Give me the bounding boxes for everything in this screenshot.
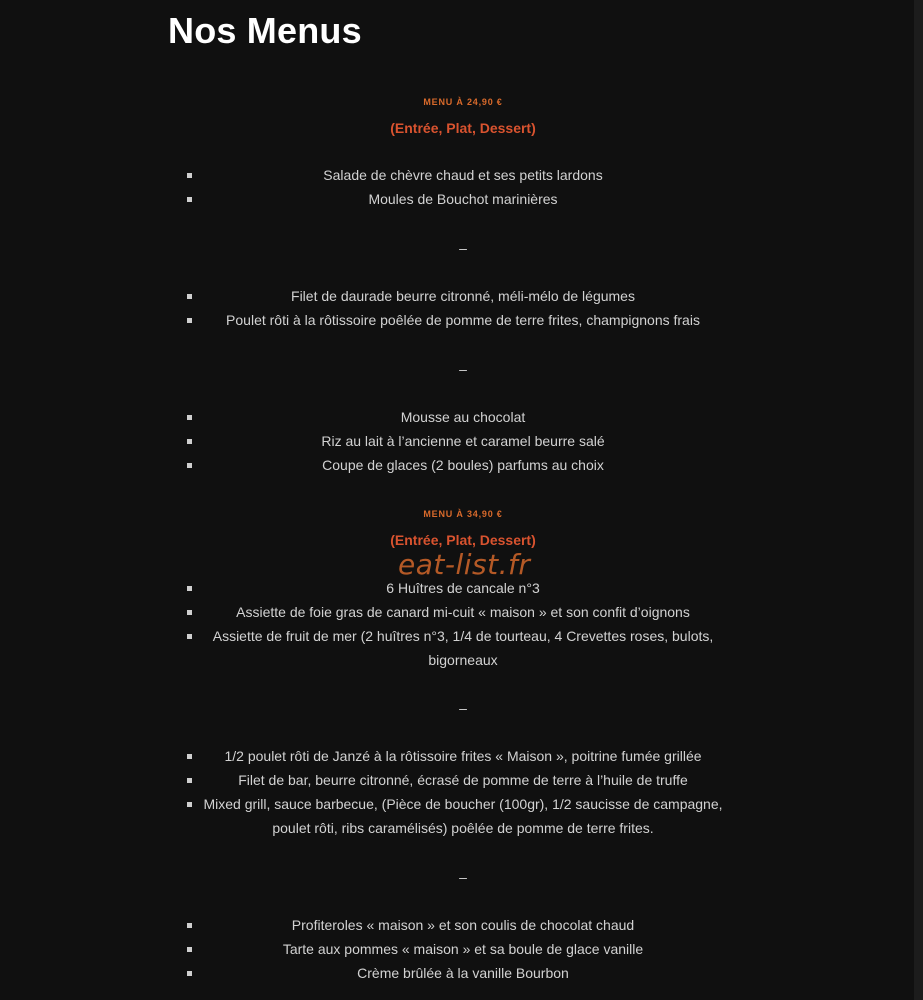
- list-item: [188, 453, 738, 477]
- watermark-logo: eat-list.fr: [398, 548, 531, 581]
- list-item: [188, 913, 738, 937]
- dish-label: Moules de Bouchot marinières: [368, 191, 558, 207]
- bullet-icon: [187, 778, 192, 783]
- menu-2-separator-1: –: [459, 700, 467, 716]
- menu-1-courses-label: (Entrée, Plat, Dessert): [390, 120, 536, 136]
- bullet-icon: [187, 294, 192, 299]
- dish-label: Assiette de foie gras de canard mi-cuit « maison » et son confit d’oignons: [236, 604, 690, 620]
- menu-2-name: MENU À 34,90 €: [423, 509, 503, 519]
- list-item: [188, 187, 738, 211]
- menu-2-entrees-list: [188, 576, 738, 672]
- bullet-icon: [187, 197, 192, 202]
- list-item: [188, 937, 738, 961]
- list-item: [188, 284, 738, 308]
- bullet-icon: [187, 754, 192, 759]
- list-item: [188, 405, 738, 429]
- list-item: [188, 961, 738, 985]
- list-item: [188, 600, 738, 624]
- bullet-icon: [187, 634, 192, 639]
- dish-label: Profiteroles « maison » et son coulis de chocolat chaud: [291, 917, 635, 933]
- list-item: [188, 768, 738, 792]
- menu-2-plats-list: [188, 744, 738, 840]
- dish-label: Crème brûlée à la vanille Bourbon: [357, 965, 569, 981]
- menu-2-desserts-list: [188, 913, 738, 985]
- page-scrollbar[interactable]: [914, 0, 923, 1000]
- list-item: [188, 624, 738, 672]
- list-item: [188, 429, 738, 453]
- menu-1-separator-1: –: [459, 240, 467, 256]
- bullet-icon: [187, 947, 192, 952]
- bullet-icon: [187, 610, 192, 615]
- menu-1-desserts-list: [188, 405, 738, 477]
- bullet-icon: [187, 586, 192, 591]
- bullet-icon: [187, 173, 192, 178]
- list-item: [188, 744, 738, 768]
- dish-label: Mixed grill, sauce barbecue, (Pièce de boucher (100gr), 1/2 saucisse de campagne, poulet rôti, ribs caramélisés) poêlée de pomme de terre frites.: [203, 796, 723, 836]
- list-item: [188, 792, 738, 840]
- dish-label: 1/2 poulet rôti de Janzé à la rôtissoire frites « Maison », poitrine fumée grillée: [224, 748, 702, 764]
- dish-label: Coupe de glaces (2 boules) parfums au choix: [322, 457, 604, 473]
- bullet-icon: [187, 463, 192, 468]
- dish-label: Tarte aux pommes « maison » et sa boule de glace vanille: [282, 941, 644, 957]
- list-item: [188, 308, 738, 332]
- bullet-icon: [187, 318, 192, 323]
- list-item: [188, 163, 738, 187]
- dish-label: Assiette de fruit de mer (2 huîtres n°3, 1/4 de tourteau, 4 Crevettes roses, bulots, bigorneaux: [212, 628, 714, 668]
- dish-label: Salade de chèvre chaud et ses petits lardons: [323, 167, 603, 183]
- dish-label: Filet de daurade beurre citronné, méli-mélo de légumes: [291, 288, 635, 304]
- dish-label: 6 Huîtres de cancale n°3: [386, 580, 540, 596]
- dish-label: Riz au lait à l’ancienne et caramel beurre salé: [321, 433, 605, 449]
- bullet-icon: [187, 923, 192, 928]
- page-title: Nos Menus: [168, 10, 362, 51]
- bullet-icon: [187, 802, 192, 807]
- bullet-icon: [187, 415, 192, 420]
- menu-1-separator-2: –: [459, 361, 467, 377]
- menu-2-courses-label: (Entrée, Plat, Dessert): [390, 532, 536, 548]
- menu-2-separator-2: –: [459, 869, 467, 885]
- dish-label: Mousse au chocolat: [400, 409, 526, 425]
- dish-label: Poulet rôti à la rôtissoire poêlée de pomme de terre frites, champignons frais: [226, 312, 700, 328]
- menu-1-name: MENU À 24,90 €: [423, 97, 503, 107]
- bullet-icon: [187, 971, 192, 976]
- menu-1-plats-list: [188, 284, 738, 332]
- menu-1-entrees-list: [188, 163, 738, 211]
- bullet-icon: [187, 439, 192, 444]
- dish-label: Filet de bar, beurre citronné, écrasé de pomme de terre à l’huile de truffe: [238, 772, 688, 788]
